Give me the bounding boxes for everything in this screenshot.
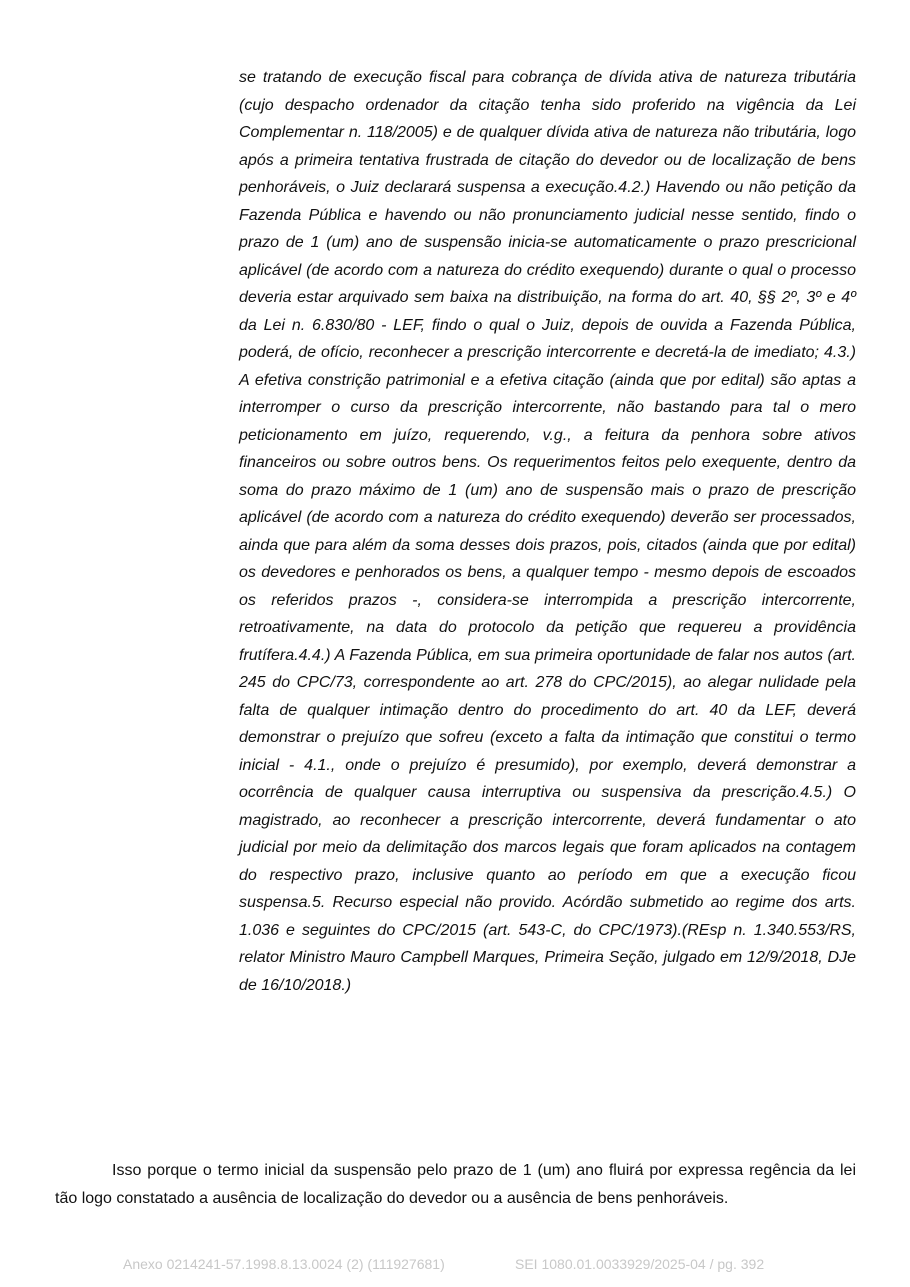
quoted-citation-block (239, 64, 856, 999)
quoted-citation-text: se tratando de execução fiscal para cobrança de dívida ativa de natureza tributária (cujo despacho ordenador da citação tenha sido proferido na vigência da Lei Complementar n. 118/2005) e de qualquer dívida ativa de natureza não tributária, logo após a primeira tentativa frustrada de citação do devedor ou de localização de bens penhoráveis, o Juiz declarará suspensa a execução.4.2.) Havendo ou não petição da Fazenda Pública e havendo ou não pronunciamento judicial nesse sentido, findo o prazo de 1 (um) ano de suspensão inicia-se automaticamente o prazo prescricional aplicável (de acordo com a natureza do crédito exequendo) durante o qual o processo deveria estar arquivado sem baixa na distribuição, na forma do art. 40, §§ 2º, 3º e 4º da Lei n. 6.830/80 - LEF, findo o qual o Juiz, depois de ouvida a Fazenda Pública, poderá, de ofício, reconhecer a prescrição intercorrente e decretá-la de imediato; 4.3.) A efetiva constrição patrimonial e a efetiva citação (ainda que por edital) são aptas a interromper o curso da prescrição intercorrente, não bastando para tal o mero peticionamento em juízo, requerendo, v.g., a feitura da penhora sobre ativos financeiros ou sobre outros bens. Os requerimentos feitos pelo exequente, dentro da soma do prazo máximo de 1 (um) ano de suspensão mais o prazo de prescrição aplicável (de acordo com a natureza do crédito exequendo) deverão ser processados, ainda que para além da soma desses dois prazos, pois, citados (ainda que por edital) os devedores e penhorados os bens, a qualquer tempo - mesmo depois de escoados os referidos prazos -, considera-se interrompida a prescrição intercorrente, retroativamente, na data do protocolo da petição que requereu a providência frutífera.4.4.) A Fazenda Pública, em sua primeira oportunidade de falar nos autos (art. 245 do CPC/73, correspondente ao art. 278 do CPC/2015), ao alegar nulidade pela falta de qualquer intimação dentro do procedimento do art. 40 da LEF, deverá demonstrar o prejuízo que sofreu (exceto a falta da intimação que constitui o termo inicial - 4.1., onde o prejuízo é presumido), por exemplo, deverá demonstrar a ocorrência de qualquer causa interruptiva ou suspensiva da prescrição.4.5.) O magistrado, ao reconhecer a prescrição intercorrente, deverá fundamentar o ato judicial por meio da delimitação dos marcos legais que foram aplicados na contagem do respectivo prazo, inclusive quanto ao período em que a execução ficou suspensa.5. Recurso especial não provido. Acórdão submetido ao regime dos arts. 1.036 e seguintes do CPC/2015 (art. 543-C, do CPC/1973).(REsp n. 1.340.553/RS, relator Ministro Mauro Campbell Marques, Primeira Seção, julgado em 12/9/2018, DJe de 16/10/2018.) (239, 69, 856, 994)
body-paragraph-text: Isso porque o termo inicial da suspensão pelo prazo de 1 (um) ano fluirá por expressa regência da lei tão logo constatado a ausência de localização do devedor ou a ausência de bens penhoráveis. (55, 1162, 856, 1207)
footer-annex-reference: Anexo 0214241-57.1998.8.13.0024 (2) (111927681) (123, 1256, 445, 1272)
footer-sei-page-reference: SEI 1080.01.0033929/2025-04 / pg. 392 (515, 1256, 765, 1272)
body-paragraph-block (55, 1157, 856, 1213)
